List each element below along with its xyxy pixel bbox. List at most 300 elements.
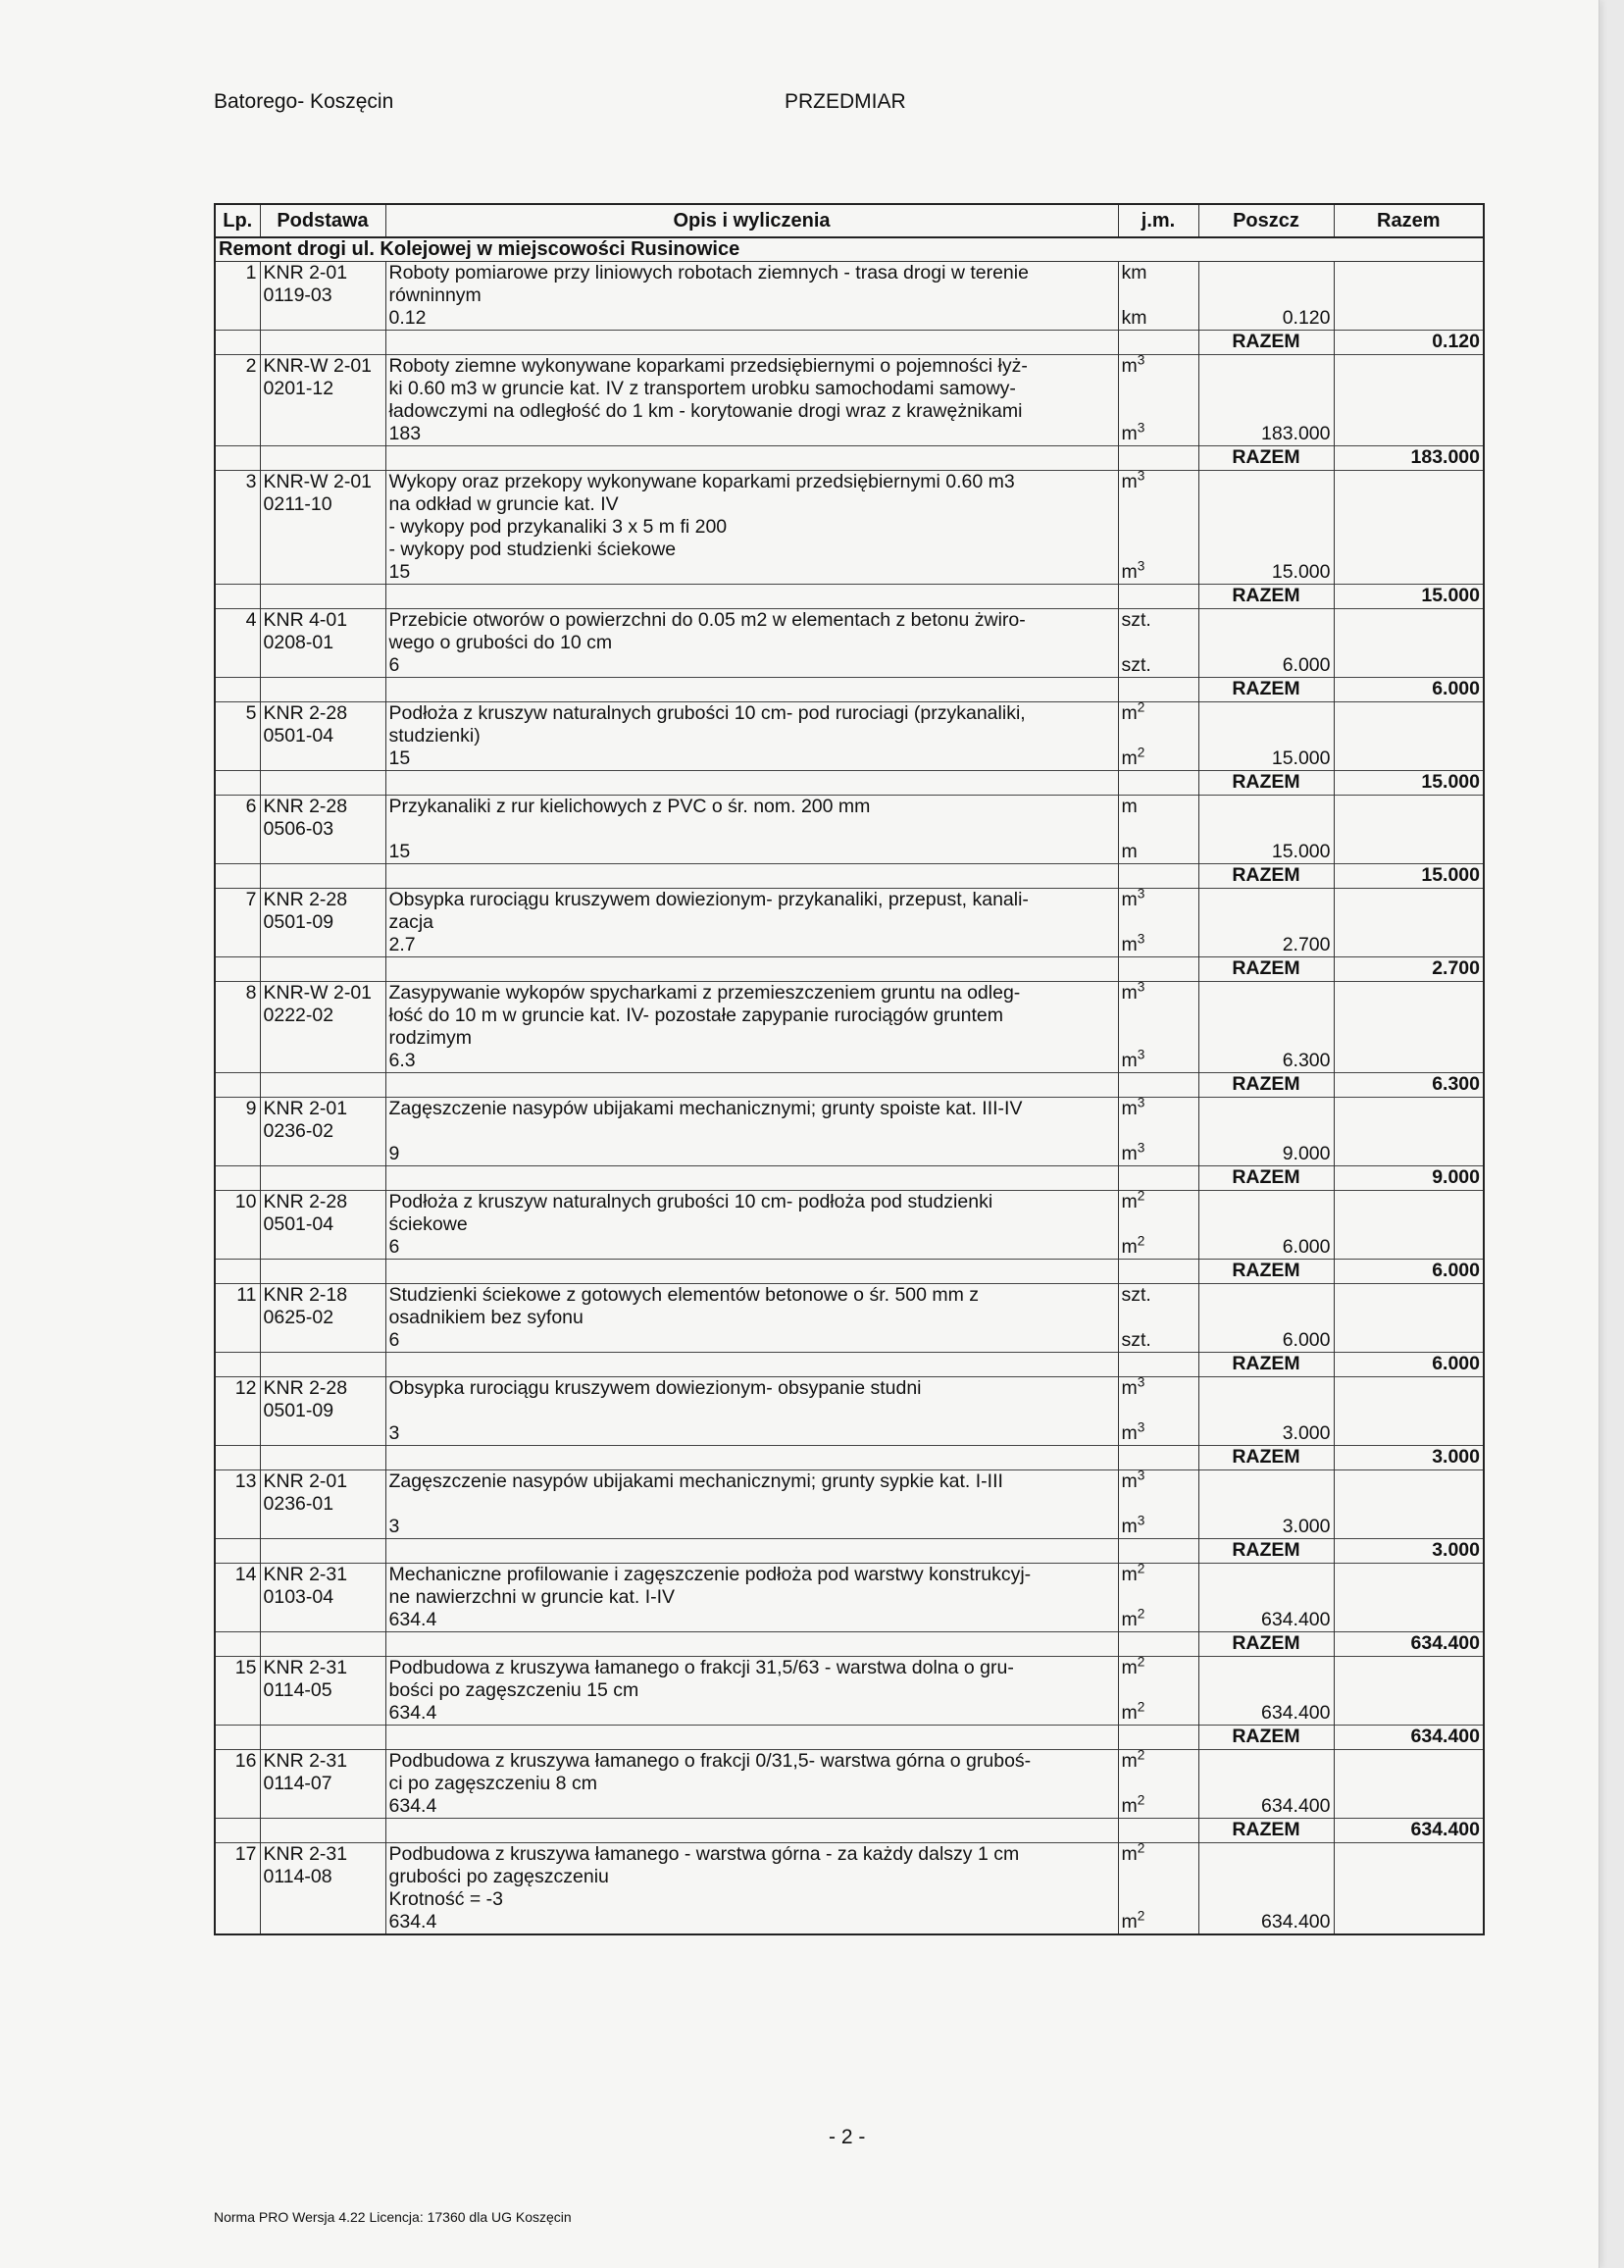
col-header-poszcz: Poszcz bbox=[1198, 204, 1334, 237]
poszcz-spacer bbox=[1202, 1493, 1331, 1516]
col-header-opis: Opis i wyliczenia bbox=[385, 204, 1118, 237]
unit-exponent: 3 bbox=[1137, 931, 1145, 947]
unit-text: m bbox=[1121, 1050, 1138, 1071]
item-row bbox=[215, 1284, 1484, 1353]
item-description bbox=[385, 1470, 1118, 1539]
unit-top bbox=[1122, 1564, 1195, 1586]
unit-text: m bbox=[1121, 1516, 1138, 1537]
unit-spacer bbox=[1122, 1866, 1195, 1888]
razem-row bbox=[215, 1446, 1484, 1470]
unit-exponent: 3 bbox=[1137, 1047, 1145, 1062]
description-line: - wykopy pod przykanaliki 3 x 5 m fi 200 bbox=[388, 516, 728, 538]
podstawa-line: 0103-04 bbox=[263, 1586, 334, 1608]
description-line: łość do 10 m w gruncie kat. IV- pozostałe zapypanie rurociągów gruntem bbox=[388, 1005, 1003, 1026]
item-razem-empty bbox=[1334, 796, 1484, 864]
podstawa-line: KNR 2-31 bbox=[263, 1843, 348, 1865]
razem-empty-cell bbox=[260, 1166, 385, 1191]
item-lp: 7 bbox=[215, 889, 260, 957]
item-poszcz bbox=[1198, 1098, 1334, 1166]
item-razem-empty bbox=[1334, 702, 1484, 771]
unit-spacer bbox=[1122, 1679, 1195, 1702]
unit-spacer bbox=[1122, 1027, 1195, 1050]
bill-of-quantities-table bbox=[214, 203, 1485, 1935]
razem-empty-cell bbox=[385, 678, 1118, 702]
unit-exponent: 3 bbox=[1137, 354, 1145, 368]
item-razem-empty bbox=[1334, 609, 1484, 678]
razem-empty-cell bbox=[260, 1819, 385, 1843]
poszcz-spacer bbox=[1202, 355, 1331, 378]
item-unit bbox=[1118, 609, 1198, 678]
unit-top bbox=[1122, 262, 1195, 284]
unit-spacer bbox=[1122, 539, 1195, 561]
podstawa-line: 0114-08 bbox=[263, 1866, 332, 1887]
unit-top bbox=[1122, 982, 1195, 1005]
razem-label: RAZEM bbox=[1198, 957, 1334, 982]
unit-bottom bbox=[1121, 558, 1195, 584]
unit-exponent: 3 bbox=[1137, 470, 1145, 484]
description-spacer bbox=[389, 1120, 1115, 1143]
unit-bottom bbox=[1121, 420, 1195, 445]
item-row bbox=[215, 1657, 1484, 1726]
item-row bbox=[215, 1191, 1484, 1260]
unit-text: m bbox=[1121, 355, 1138, 377]
item-unit bbox=[1118, 1191, 1198, 1260]
item-lp: 14 bbox=[215, 1564, 260, 1632]
razem-empty-cell bbox=[385, 864, 1118, 889]
razem-row bbox=[215, 1353, 1484, 1377]
description-line: rodzimym bbox=[388, 1027, 473, 1049]
item-razem-empty bbox=[1334, 1657, 1484, 1726]
item-lp: 1 bbox=[215, 262, 260, 331]
unit-text: m bbox=[1121, 747, 1138, 769]
razem-label: RAZEM bbox=[1198, 1446, 1334, 1470]
unit-top bbox=[1122, 1843, 1195, 1866]
podstawa-line: 0625-02 bbox=[263, 1307, 334, 1328]
unit-exponent: 3 bbox=[1137, 1513, 1145, 1528]
unit-top bbox=[1122, 355, 1195, 378]
poszcz-spacer bbox=[1202, 1564, 1331, 1586]
item-lp: 2 bbox=[215, 355, 260, 446]
unit-spacer bbox=[1122, 516, 1195, 539]
unit-text: m bbox=[1121, 1843, 1138, 1865]
item-poszcz bbox=[1198, 1843, 1334, 1935]
item-unit bbox=[1118, 1284, 1198, 1353]
item-poszcz bbox=[1198, 609, 1334, 678]
poszcz-spacer bbox=[1202, 796, 1331, 818]
podstawa-line: 0501-04 bbox=[263, 1213, 334, 1235]
podstawa-line: 0236-02 bbox=[263, 1120, 334, 1142]
item-razem-empty bbox=[1334, 1843, 1484, 1935]
unit-text: m bbox=[1121, 982, 1138, 1004]
poszcz-spacer bbox=[1202, 516, 1331, 539]
unit-spacer bbox=[1122, 1005, 1195, 1027]
razem-empty-cell bbox=[215, 1632, 260, 1657]
section-row bbox=[215, 237, 1484, 262]
unit-bottom bbox=[1122, 1329, 1195, 1352]
description-line: bości po zagęszczeniu 15 cm bbox=[388, 1679, 639, 1701]
razem-empty-cell bbox=[260, 1726, 385, 1750]
razem-row bbox=[215, 331, 1484, 355]
item-poszcz bbox=[1198, 355, 1334, 446]
unit-exponent: 2 bbox=[1137, 745, 1145, 760]
unit-spacer bbox=[1122, 1586, 1195, 1609]
header-location: Batorego- Koszęcin bbox=[214, 90, 394, 113]
col-header-jm: j.m. bbox=[1118, 204, 1198, 237]
razem-empty-cell bbox=[215, 1819, 260, 1843]
unit-top bbox=[1122, 1750, 1195, 1773]
description-line: Wykopy oraz przekopy wykonywane koparkami przedsiębiernymi 0.60 m3 bbox=[388, 471, 1015, 492]
item-description bbox=[385, 1284, 1118, 1353]
item-podstawa bbox=[260, 1284, 385, 1353]
unit-text: szt. bbox=[1121, 609, 1151, 631]
calculation-line: 6 bbox=[388, 654, 400, 676]
item-description bbox=[385, 889, 1118, 957]
item-podstawa bbox=[260, 889, 385, 957]
unit-text: m bbox=[1121, 1422, 1138, 1444]
unit-text: m bbox=[1121, 423, 1138, 444]
podstawa-line: KNR 2-18 bbox=[263, 1284, 348, 1306]
description-line: Przykanaliki z rur kielichowych z PVC o śr. nom. 200 mm bbox=[388, 796, 871, 817]
unit-text: m bbox=[1121, 889, 1138, 910]
razem-label: RAZEM bbox=[1198, 1260, 1334, 1284]
razem-empty-cell bbox=[215, 771, 260, 796]
item-unit bbox=[1118, 889, 1198, 957]
unit-exponent: 3 bbox=[1137, 558, 1145, 574]
razem-label: RAZEM bbox=[1198, 1353, 1334, 1377]
razem-value: 183.000 bbox=[1334, 446, 1484, 471]
razem-empty-cell bbox=[215, 1166, 260, 1191]
razem-empty-cell bbox=[215, 678, 260, 702]
item-unit bbox=[1118, 982, 1198, 1073]
unit-bottom bbox=[1122, 307, 1195, 330]
poszcz-spacer bbox=[1202, 262, 1331, 284]
razem-empty-cell bbox=[385, 1632, 1118, 1657]
razem-empty-cell bbox=[260, 446, 385, 471]
calculation-line: 6.3 bbox=[388, 1050, 416, 1071]
description-line: wego o grubości do 10 cm bbox=[388, 632, 613, 653]
item-razem-empty bbox=[1334, 1284, 1484, 1353]
poszcz-spacer bbox=[1202, 1377, 1331, 1400]
unit-bottom bbox=[1121, 1419, 1195, 1445]
unit-bottom bbox=[1121, 1792, 1195, 1818]
razem-empty-cell bbox=[260, 771, 385, 796]
item-row bbox=[215, 1750, 1484, 1819]
podstawa-line: 0236-01 bbox=[263, 1493, 334, 1515]
unit-bottom bbox=[1121, 1606, 1195, 1631]
podstawa-line: KNR 2-28 bbox=[263, 796, 348, 817]
item-description bbox=[385, 1098, 1118, 1166]
unit-exponent: 2 bbox=[1137, 1563, 1145, 1576]
unit-bottom bbox=[1121, 1513, 1195, 1538]
razem-value: 15.000 bbox=[1334, 864, 1484, 889]
item-row bbox=[215, 471, 1484, 585]
item-poszcz bbox=[1198, 796, 1334, 864]
podstawa-line: 0222-02 bbox=[263, 1005, 334, 1026]
razem-empty-cell bbox=[385, 331, 1118, 355]
item-lp: 5 bbox=[215, 702, 260, 771]
description-line: Podbudowa z kruszywa łamanego - warstwa górna - za każdy dalszy 1 cm bbox=[388, 1843, 1020, 1865]
razem-row bbox=[215, 1166, 1484, 1191]
razem-empty-cell bbox=[260, 1073, 385, 1098]
item-unit bbox=[1118, 262, 1198, 331]
poszcz-spacer bbox=[1202, 400, 1331, 423]
item-row bbox=[215, 262, 1484, 331]
item-lp: 17 bbox=[215, 1843, 260, 1935]
razem-empty-cell bbox=[260, 1539, 385, 1564]
razem-empty-cell bbox=[385, 1539, 1118, 1564]
poszcz-spacer bbox=[1202, 1470, 1331, 1493]
item-podstawa bbox=[260, 1564, 385, 1632]
poszcz-value: 15.000 bbox=[1271, 747, 1331, 769]
page-number: - 2 - bbox=[829, 2126, 866, 2148]
item-razem-empty bbox=[1334, 1564, 1484, 1632]
description-spacer bbox=[389, 818, 1115, 841]
poszcz-spacer bbox=[1202, 982, 1331, 1005]
podstawa-line: KNR 4-01 bbox=[263, 609, 348, 631]
item-lp: 11 bbox=[215, 1284, 260, 1353]
unit-spacer bbox=[1122, 1493, 1195, 1516]
razem-empty-cell bbox=[215, 1353, 260, 1377]
description-line: Roboty pomiarowe przy liniowych robotach ziemnych - trasa drogi w terenie bbox=[388, 262, 1029, 284]
item-poszcz bbox=[1198, 1750, 1334, 1819]
item-description bbox=[385, 982, 1118, 1073]
calculation-line: 15 bbox=[388, 841, 411, 862]
razem-row bbox=[215, 864, 1484, 889]
razem-empty-cell bbox=[385, 1819, 1118, 1843]
razem-label: RAZEM bbox=[1198, 1539, 1334, 1564]
razem-empty-cell bbox=[215, 331, 260, 355]
unit-text: m bbox=[1121, 1657, 1138, 1678]
unit-top bbox=[1122, 796, 1195, 818]
unit-bottom bbox=[1122, 654, 1195, 677]
unit-text: m bbox=[1121, 702, 1138, 724]
item-description bbox=[385, 1843, 1118, 1935]
item-poszcz bbox=[1198, 471, 1334, 585]
razem-empty-cell bbox=[1118, 1539, 1198, 1564]
podstawa-line: KNR 2-28 bbox=[263, 702, 348, 724]
razem-empty-cell bbox=[260, 331, 385, 355]
podstawa-line: 0114-05 bbox=[263, 1679, 332, 1701]
razem-empty-cell bbox=[1118, 864, 1198, 889]
razem-value: 0.120 bbox=[1334, 331, 1484, 355]
unit-top bbox=[1122, 1191, 1195, 1213]
unit-spacer bbox=[1122, 1120, 1195, 1143]
item-podstawa bbox=[260, 262, 385, 331]
poszcz-spacer bbox=[1202, 609, 1331, 632]
razem-empty-cell bbox=[1118, 1446, 1198, 1470]
item-lp: 15 bbox=[215, 1657, 260, 1726]
razem-empty-cell bbox=[1118, 1726, 1198, 1750]
unit-text: m bbox=[1121, 561, 1138, 583]
poszcz-spacer bbox=[1202, 378, 1331, 400]
unit-spacer bbox=[1122, 400, 1195, 423]
unit-spacer bbox=[1122, 493, 1195, 516]
description-line: zacja bbox=[388, 911, 434, 933]
item-poszcz bbox=[1198, 262, 1334, 331]
poszcz-value: 6.000 bbox=[1282, 654, 1331, 676]
calculation-line: 6 bbox=[388, 1329, 400, 1351]
unit-exponent: 3 bbox=[1137, 1097, 1145, 1110]
poszcz-spacer bbox=[1202, 1027, 1331, 1050]
podstawa-line: KNR 2-01 bbox=[263, 1470, 348, 1492]
unit-spacer bbox=[1122, 1307, 1195, 1329]
unit-top bbox=[1122, 702, 1195, 725]
item-description bbox=[385, 355, 1118, 446]
razem-value: 6.000 bbox=[1334, 678, 1484, 702]
podstawa-line: KNR 2-31 bbox=[263, 1750, 348, 1772]
item-row bbox=[215, 1843, 1484, 1935]
podstawa-line: KNR 2-28 bbox=[263, 1191, 348, 1212]
poszcz-spacer bbox=[1202, 1679, 1331, 1702]
description-line: studzienki) bbox=[388, 725, 481, 747]
razem-row bbox=[215, 585, 1484, 609]
item-row bbox=[215, 1377, 1484, 1446]
calculation-line: 183 bbox=[388, 423, 422, 444]
poszcz-spacer bbox=[1202, 818, 1331, 841]
razem-value: 15.000 bbox=[1334, 771, 1484, 796]
item-poszcz bbox=[1198, 1284, 1334, 1353]
poszcz-spacer bbox=[1202, 284, 1331, 307]
description-line: równinnym bbox=[388, 284, 482, 306]
description-line: ki 0.60 m3 w gruncie kat. IV z transportem urobku samochodami samowy- bbox=[388, 378, 1016, 399]
item-podstawa bbox=[260, 1843, 385, 1935]
description-line: grubości po zagęszczeniu bbox=[388, 1866, 609, 1887]
razem-label: RAZEM bbox=[1198, 1726, 1334, 1750]
poszcz-spacer bbox=[1202, 1888, 1331, 1911]
unit-text: m bbox=[1121, 1795, 1138, 1817]
item-row bbox=[215, 1470, 1484, 1539]
item-unit bbox=[1118, 702, 1198, 771]
unit-text: m bbox=[1121, 934, 1138, 955]
poszcz-value: 634.400 bbox=[1261, 1609, 1331, 1630]
unit-top bbox=[1122, 471, 1195, 493]
poszcz-spacer bbox=[1202, 1307, 1331, 1329]
razem-empty-cell bbox=[1118, 331, 1198, 355]
unit-text: szt. bbox=[1121, 1284, 1151, 1306]
item-podstawa bbox=[260, 1191, 385, 1260]
razem-label: RAZEM bbox=[1198, 771, 1334, 796]
unit-exponent: 2 bbox=[1137, 1842, 1145, 1856]
razem-row bbox=[215, 957, 1484, 982]
item-lp: 4 bbox=[215, 609, 260, 678]
unit-bottom bbox=[1121, 1233, 1195, 1259]
podstawa-line: KNR 2-01 bbox=[263, 262, 348, 284]
podstawa-line: KNR 2-31 bbox=[263, 1657, 348, 1678]
item-unit bbox=[1118, 1657, 1198, 1726]
description-line: ściekowe bbox=[388, 1213, 468, 1235]
item-unit bbox=[1118, 471, 1198, 585]
unit-text: m bbox=[1121, 1377, 1138, 1399]
unit-exponent: 3 bbox=[1137, 420, 1145, 436]
unit-spacer bbox=[1122, 284, 1195, 307]
item-podstawa bbox=[260, 796, 385, 864]
item-podstawa bbox=[260, 609, 385, 678]
item-row bbox=[215, 609, 1484, 678]
item-unit bbox=[1118, 1564, 1198, 1632]
razem-empty-cell bbox=[385, 1260, 1118, 1284]
razem-empty-cell bbox=[385, 1446, 1118, 1470]
podstawa-line: 0501-09 bbox=[263, 1400, 334, 1421]
unit-exponent: 3 bbox=[1137, 888, 1145, 902]
razem-row bbox=[215, 446, 1484, 471]
unit-text: m bbox=[1121, 1236, 1138, 1258]
item-description bbox=[385, 796, 1118, 864]
unit-text: km bbox=[1121, 262, 1147, 284]
table-header-row bbox=[215, 204, 1484, 237]
razem-empty-cell bbox=[215, 864, 260, 889]
item-row bbox=[215, 889, 1484, 957]
poszcz-spacer bbox=[1202, 1773, 1331, 1795]
description-line: Podbudowa z kruszywa łamanego o frakcji 0/31,5- warstwa górna o gruboś- bbox=[388, 1750, 1032, 1772]
item-lp: 12 bbox=[215, 1377, 260, 1446]
razem-row bbox=[215, 1539, 1484, 1564]
razem-empty-cell bbox=[260, 585, 385, 609]
unit-text: szt. bbox=[1121, 1329, 1151, 1351]
razem-row bbox=[215, 1726, 1484, 1750]
unit-spacer bbox=[1122, 378, 1195, 400]
unit-spacer bbox=[1122, 725, 1195, 747]
razem-empty-cell bbox=[215, 1539, 260, 1564]
unit-text: m bbox=[1121, 1911, 1138, 1933]
item-poszcz bbox=[1198, 982, 1334, 1073]
razem-empty-cell bbox=[1118, 1073, 1198, 1098]
item-lp: 6 bbox=[215, 796, 260, 864]
unit-exponent: 2 bbox=[1137, 1656, 1145, 1670]
razem-empty-cell bbox=[385, 1726, 1118, 1750]
unit-top bbox=[1122, 1098, 1195, 1120]
podstawa-line: 0211-10 bbox=[263, 493, 332, 515]
item-lp: 16 bbox=[215, 1750, 260, 1819]
poszcz-value: 634.400 bbox=[1261, 1911, 1331, 1933]
poszcz-spacer bbox=[1202, 1866, 1331, 1888]
unit-exponent: 3 bbox=[1137, 1469, 1145, 1483]
unit-bottom bbox=[1121, 931, 1195, 956]
calculation-line: 634.4 bbox=[388, 1702, 437, 1724]
description-line: - wykopy pod studzienki ściekowe bbox=[388, 539, 677, 560]
razem-empty-cell bbox=[215, 585, 260, 609]
unit-top bbox=[1122, 889, 1195, 911]
unit-bottom bbox=[1121, 1908, 1195, 1933]
unit-bottom bbox=[1121, 1047, 1195, 1072]
item-description bbox=[385, 471, 1118, 585]
poszcz-spacer bbox=[1202, 1586, 1331, 1609]
podstawa-line: KNR 2-31 bbox=[263, 1564, 348, 1585]
item-lp: 3 bbox=[215, 471, 260, 585]
unit-top bbox=[1122, 1377, 1195, 1400]
unit-bottom bbox=[1121, 1699, 1195, 1725]
item-description bbox=[385, 1750, 1118, 1819]
razem-empty-cell bbox=[385, 771, 1118, 796]
document-title: PRZEDMIAR bbox=[785, 90, 906, 113]
poszcz-spacer bbox=[1202, 1750, 1331, 1773]
description-line: Mechaniczne profilowanie i zagęszczenie podłoża pod warstwy konstrukcyj- bbox=[388, 1564, 1032, 1585]
item-description bbox=[385, 1657, 1118, 1726]
unit-spacer bbox=[1122, 818, 1195, 841]
razem-value: 634.400 bbox=[1334, 1726, 1484, 1750]
unit-exponent: 2 bbox=[1137, 1699, 1145, 1715]
description-line: ładowczymi na odległość do 1 km - korytowanie drogi wraz z krawężnikami bbox=[388, 400, 1023, 422]
calculation-line: 15 bbox=[388, 561, 411, 583]
unit-exponent: 2 bbox=[1137, 1908, 1145, 1924]
poszcz-value: 0.120 bbox=[1282, 307, 1331, 329]
poszcz-spacer bbox=[1202, 1005, 1331, 1027]
item-poszcz bbox=[1198, 889, 1334, 957]
razem-empty-cell bbox=[1118, 957, 1198, 982]
item-description bbox=[385, 1564, 1118, 1632]
razem-row bbox=[215, 1073, 1484, 1098]
razem-row bbox=[215, 1632, 1484, 1657]
unit-spacer bbox=[1122, 1400, 1195, 1422]
